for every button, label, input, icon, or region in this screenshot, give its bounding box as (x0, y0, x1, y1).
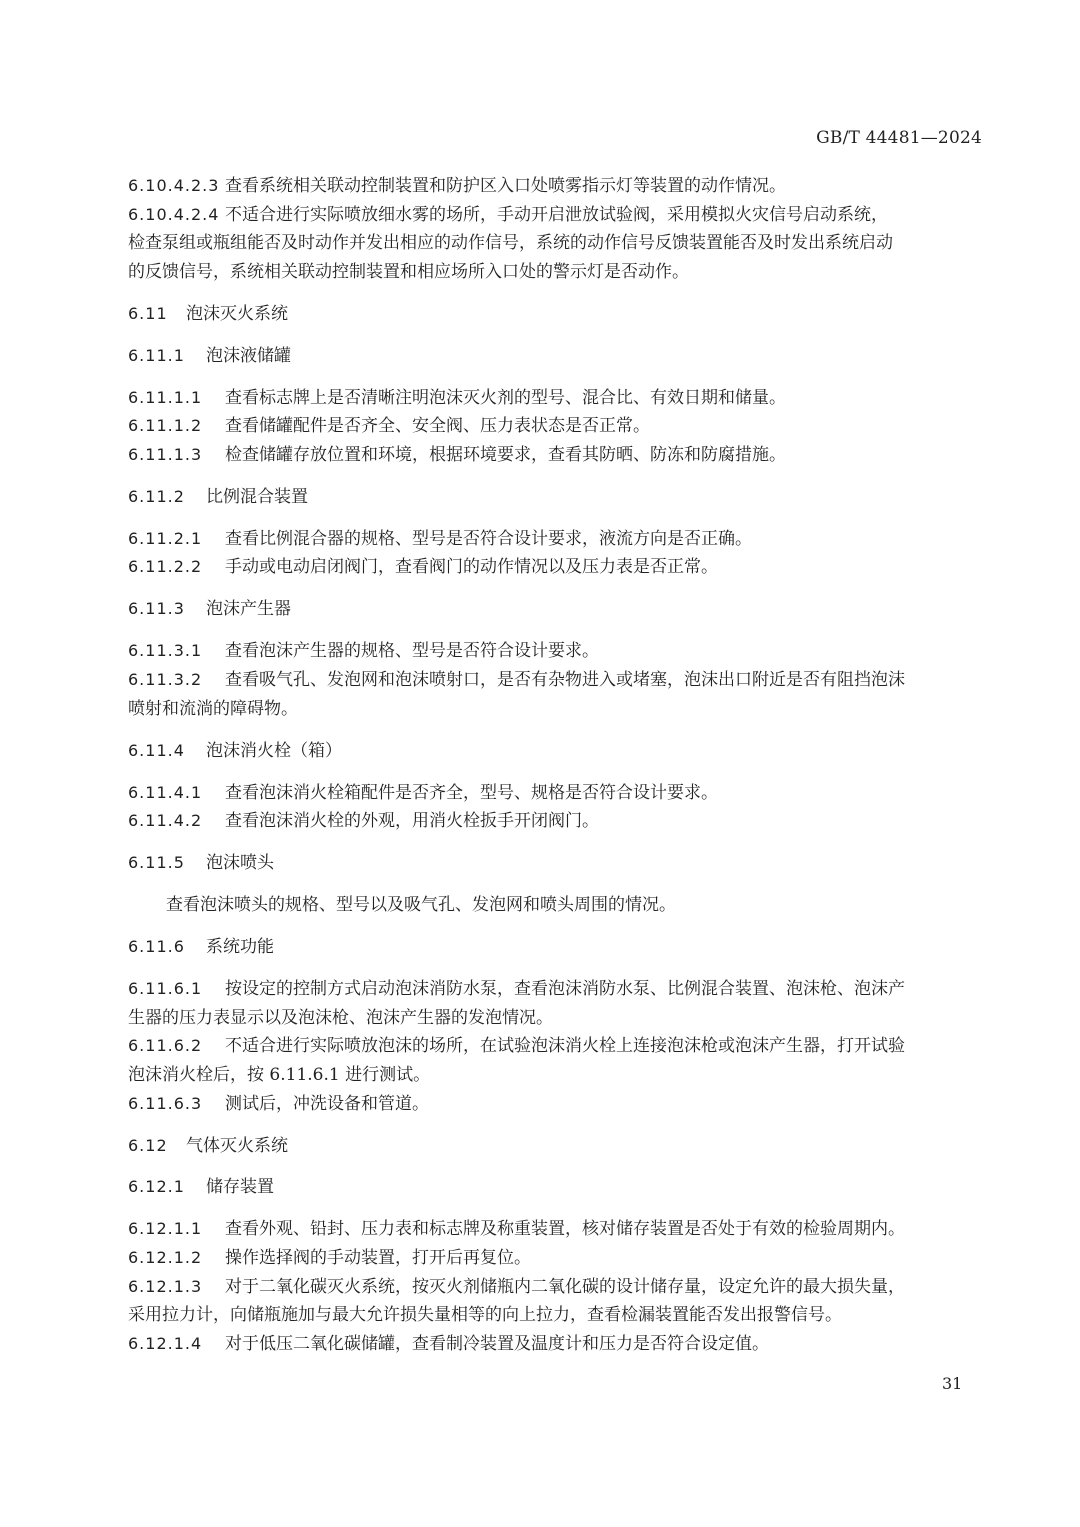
clause-number: 6.11.6.3 (128, 1093, 203, 1113)
clause-text: 查看泡沫消火栓箱配件是否齐全，型号、规格是否符合设计要求。 (225, 782, 718, 803)
clause-text: 检查储罐存放位置和环境，根据环境要求，查看其防晒、防冻和防腐措施。 (225, 444, 786, 465)
clause-text: 采用拉力计，向储瓶施加与最大允许损失量相等的向上拉力，查看检漏装置能否发出报警信号。 (128, 1305, 842, 1326)
clause-text: 泡沫消火栓后，按 6.11.6.1 进行测试。 (128, 1064, 431, 1085)
clause-line (128, 779, 980, 808)
plain-text: 查看泡沫喷头的规格、型号以及吸气孔、发泡网和喷头周围的情况。 (166, 895, 676, 916)
clause-text: 检查泵组或瓶组能否及时动作并发出相应的动作信号，系统的动作信号反馈装置能否及时发出系统启动 (128, 233, 893, 254)
section-heading (128, 849, 980, 878)
clause-number: 6.11.1.3 (128, 444, 203, 464)
clause-line (128, 441, 980, 470)
clause-number: 6.11.2.2 (128, 557, 203, 577)
section-title: 泡沫产生器 (206, 599, 291, 620)
clause-number: 6.11.4.1 (128, 782, 203, 802)
clause-number: 6.12.1.2 (128, 1248, 203, 1268)
clause-number: 6.12.1.1 (128, 1219, 203, 1239)
clause-text: 查看系统相关联动控制装置和防护区入口处喷雾指示灯等装置的动作情况。 (225, 176, 786, 196)
section-heading (128, 300, 980, 329)
standard-code: GB/T 44481—2024 (816, 128, 982, 148)
clause-number: 6.11.6.2 (128, 1036, 203, 1056)
clause-text: 按设定的控制方式启动泡沫消防水泵，查看泡沫消防水泵、比例混合装置、泡沫枪、泡沫产 (225, 979, 905, 1000)
clause-line (128, 172, 980, 201)
clause-line (128, 666, 980, 695)
section-heading (128, 342, 980, 371)
clause-number: 6.11.2.1 (128, 528, 203, 548)
section-heading (128, 1173, 980, 1202)
section-heading (128, 1132, 980, 1161)
clause-number: 6.11.3.1 (128, 641, 203, 661)
clause-text: 生器的压力表显示以及泡沫枪、泡沫产生器的发泡情况。 (128, 1007, 553, 1028)
section-number: 6.11.4 (128, 740, 185, 760)
clause-text: 查看泡沫产生器的规格、型号是否符合设计要求。 (225, 641, 599, 662)
section-number: 6.11.5 (128, 853, 185, 873)
clause-text: 的反馈信号，系统相关联动控制装置和相应场所入口处的警示灯是否动作。 (128, 261, 689, 282)
section-title: 气体灭火系统 (186, 1135, 288, 1156)
clause-number: 6.11.6.1 (128, 979, 203, 999)
clause-number: 6.12.1.4 (128, 1333, 203, 1353)
section-heading (128, 933, 980, 962)
clause-number: 6.10.4.2.3 (128, 176, 220, 195)
clause-line (128, 1301, 980, 1330)
section-heading (128, 737, 980, 766)
page-number: 31 (942, 1374, 963, 1393)
clause-text: 操作选择阀的手动装置，打开后再复位。 (225, 1248, 531, 1269)
clause-line (128, 1004, 980, 1033)
clause-line (128, 1215, 980, 1244)
section-heading (128, 595, 980, 624)
clause-line (128, 229, 980, 258)
clause-line (128, 258, 980, 287)
section-title: 泡沫灭火系统 (186, 303, 288, 324)
section-heading (128, 483, 980, 512)
section-title: 泡沫液储罐 (206, 345, 291, 366)
clause-number: 6.11.1.2 (128, 416, 203, 436)
clause-line (128, 1032, 980, 1061)
clause-line (128, 807, 980, 836)
clause-line (128, 412, 980, 441)
clause-line (128, 1244, 980, 1273)
section-number: 6.11.2 (128, 486, 185, 506)
clause-number: 6.11.4.2 (128, 811, 203, 831)
section-number: 6.11.6 (128, 937, 185, 957)
clause-line (128, 525, 980, 554)
section-number: 6.12.1 (128, 1177, 185, 1197)
clause-line (128, 637, 980, 666)
clause-text: 不适合进行实际喷放泡沫的场所，在试验泡沫消火栓上连接泡沫枪或泡沫产生器，打开试验 (225, 1036, 905, 1057)
document-body (128, 172, 980, 1358)
clause-text: 查看标志牌上是否清晰注明泡沫灭火剂的型号、混合比、有效日期和储量。 (225, 387, 786, 408)
clause-line (128, 1273, 980, 1302)
section-title: 泡沫喷头 (206, 853, 274, 874)
clause-line (128, 1330, 980, 1359)
clause-text: 手动或电动启闭阀门，查看阀门的动作情况以及压力表是否正常。 (225, 557, 718, 578)
clause-text: 查看泡沫消火栓的外观，用消火栓扳手开闭阀门。 (225, 811, 599, 832)
clause-text: 查看储罐配件是否齐全、安全阀、压力表状态是否正常。 (225, 416, 650, 437)
clause-text: 不适合进行实际喷放细水雾的场所，手动开启泄放试验阀，采用模拟火灾信号启动系统， (225, 204, 888, 225)
clause-line (128, 384, 980, 413)
clause-text: 喷射和流淌的障碍物。 (128, 698, 298, 719)
section-title: 比例混合装置 (206, 486, 308, 507)
clause-line (128, 201, 980, 230)
section-number: 6.12 (128, 1135, 168, 1155)
clause-text: 查看吸气孔、发泡网和泡沫喷射口，是否有杂物进入或堵塞，泡沫出口附近是否有阻挡泡沫 (225, 670, 905, 691)
clause-number: 6.11.3.2 (128, 670, 203, 690)
clause-text: 查看外观、铅封、压力表和标志牌及称重装置，核对储存装置是否处于有效的检验周期内。 (225, 1219, 905, 1240)
clause-text: 对于二氧化碳灭火系统，按灭火剂储瓶内二氧化碳的设计储存量，设定允许的最大损失量， (225, 1276, 905, 1297)
clause-text: 对于低压二氧化碳储罐，查看制冷装置及温度计和压力是否符合设定值。 (225, 1333, 769, 1354)
clause-line (128, 553, 980, 582)
section-title: 泡沫消火栓（箱） (206, 740, 342, 761)
section-title: 系统功能 (206, 937, 274, 958)
clause-line (128, 1090, 980, 1119)
clause-text: 查看比例混合器的规格、型号是否符合设计要求，液流方向是否正确。 (225, 528, 752, 549)
clause-line (128, 695, 980, 724)
section-number: 6.11.3 (128, 599, 185, 619)
clause-line (128, 1061, 980, 1090)
section-number: 6.11 (128, 303, 168, 323)
clause-number: 6.12.1.3 (128, 1276, 203, 1296)
section-title: 储存装置 (206, 1177, 274, 1198)
clause-number: 6.10.4.2.4 (128, 204, 220, 224)
section-number: 6.11.1 (128, 345, 185, 365)
clause-line (128, 975, 980, 1004)
clause-number: 6.11.1.1 (128, 387, 203, 407)
clause-text: 测试后，冲洗设备和管道。 (225, 1093, 429, 1114)
